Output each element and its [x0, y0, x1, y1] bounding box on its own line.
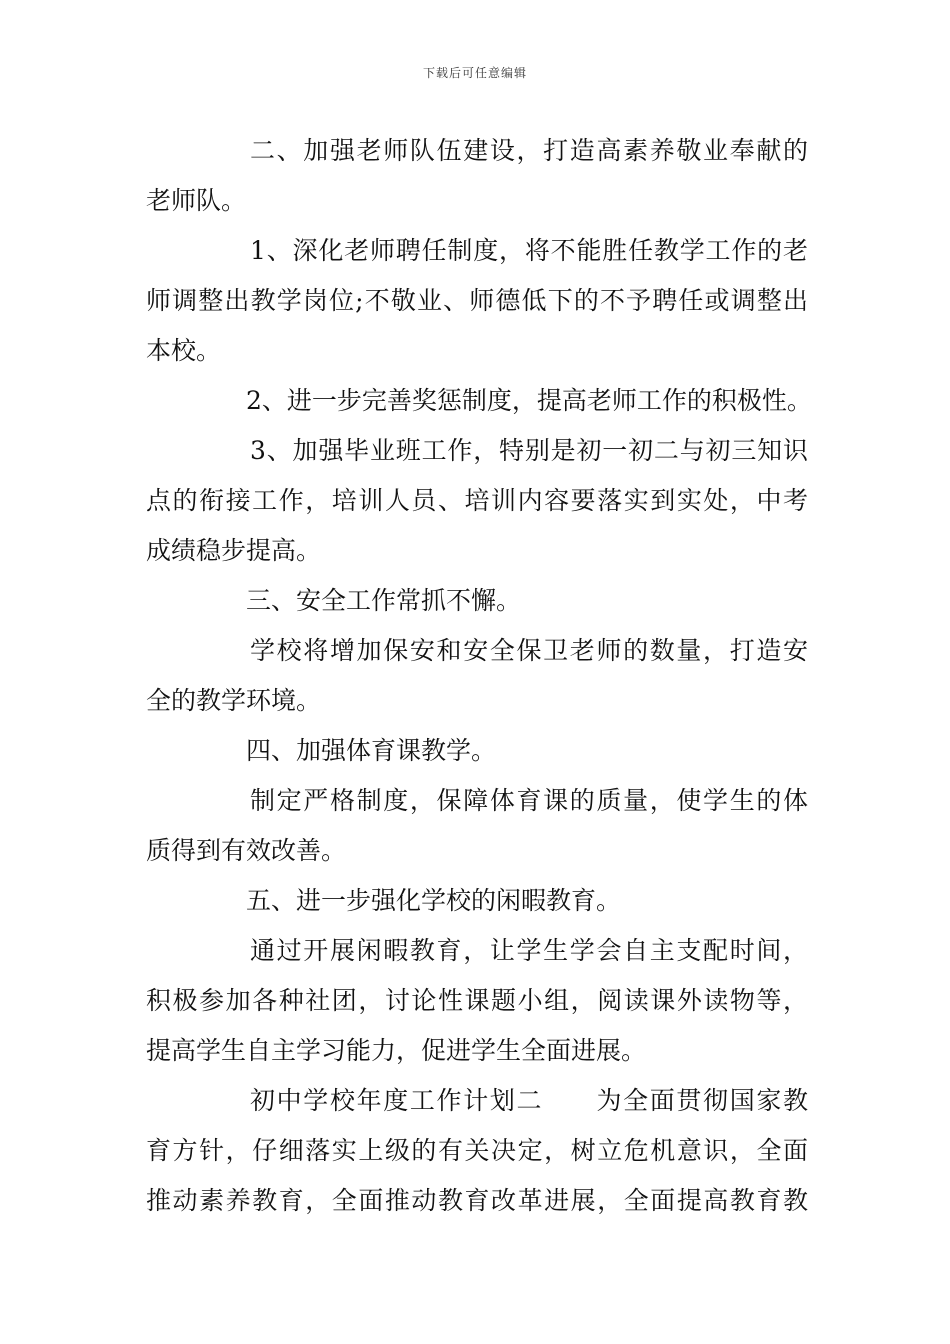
text-line: [146, 876, 808, 926]
text-line: [146, 1026, 808, 1076]
text-line-content: 全的教学环境。: [146, 686, 322, 715]
text-line-content: 师调整出教学岗位;不敬业、师德低下的不予聘任或调整出: [146, 286, 808, 315]
text-line: [146, 976, 808, 1026]
text-line-content: 积极参加各种社团，讨论性课题小组，阅读课外读物等，: [146, 986, 808, 1015]
text-line-content: 推动素养教育，全面推动教育改革进展，全面提高教育教: [146, 1186, 808, 1215]
text-line: [146, 326, 808, 376]
text-line: [146, 476, 808, 526]
text-line-content: 提高学生自主学习能力，促进学生全面进展。: [146, 1036, 647, 1065]
text-line: [146, 276, 808, 326]
text-line: [146, 626, 808, 676]
text-line: [146, 726, 808, 776]
text-line-content: 点的衔接工作，培训人员、培训内容要落实到实处，中考: [146, 486, 808, 515]
text-line-content: 学校将增加保安和安全保卫老师的数量，打造安: [250, 636, 808, 665]
text-line: [146, 176, 808, 226]
document-body: [146, 126, 812, 1226]
text-line-content: 1、深化老师聘任制度，将不能胜任教学工作的老: [250, 236, 808, 265]
text-line-content: 三、安全工作常抓不懈。: [246, 586, 522, 615]
text-line: [146, 826, 808, 876]
text-line: [146, 426, 808, 476]
text-line-content: 本校。: [146, 336, 222, 365]
text-line: [146, 676, 808, 726]
text-line: [146, 526, 808, 576]
text-line-content: 制定严格制度，保障体育课的质量，使学生的体: [250, 786, 808, 815]
text-line: [146, 1176, 808, 1226]
text-line-content: 质得到有效改善。: [146, 836, 347, 865]
text-line-content: 初中学校年度工作计划二 为全面贯彻国家教: [250, 1086, 808, 1115]
text-line: [146, 1076, 808, 1126]
text-line-content: 老师队。: [146, 186, 247, 215]
text-line: [146, 776, 808, 826]
text-line-content: 二、加强老师队伍建设，打造高素养敬业奉献的: [250, 136, 808, 165]
text-line: [146, 926, 808, 976]
text-line-content: 2、进一步完善奖惩制度，提高老师工作的积极性。: [246, 386, 812, 415]
text-line-content: 3、加强毕业班工作，特别是初一初二与初三知识: [250, 436, 808, 465]
text-line: [146, 126, 808, 176]
text-line: [146, 376, 812, 426]
text-line-content: 育方针，仔细落实上级的有关决定，树立危机意识，全面: [146, 1136, 808, 1165]
text-line-content: 成绩稳步提高。: [146, 536, 322, 565]
text-line: [146, 226, 808, 276]
page-header-note: 下载后可任意编辑: [422, 66, 527, 80]
text-line-content: 四、加强体育课教学。: [246, 736, 497, 765]
text-line: [146, 1126, 808, 1176]
text-line-content: 五、进一步强化学校的闲暇教育。: [246, 886, 622, 915]
text-line-content: 通过开展闲暇教育，让学生学会自主支配时间，: [250, 936, 808, 965]
text-line: [146, 576, 808, 626]
